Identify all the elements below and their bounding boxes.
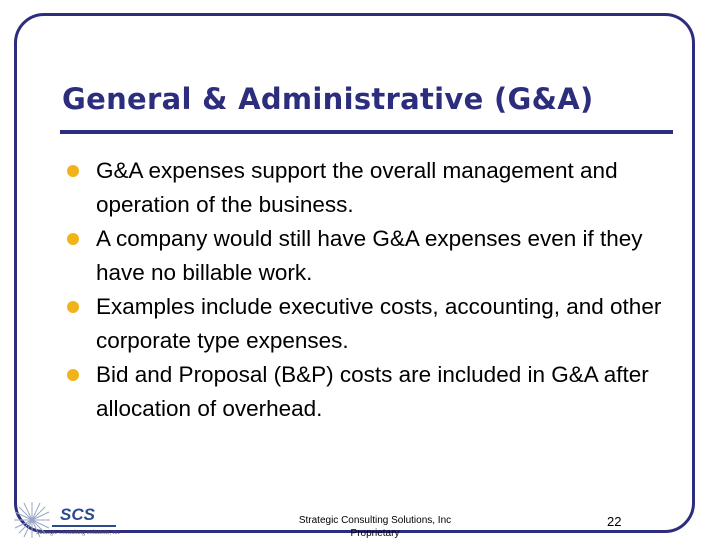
logo-abbr: SCS: [60, 505, 95, 524]
bullet-list: [60, 154, 680, 426]
bullet-item: [60, 290, 680, 358]
bullet-dot-icon: [67, 165, 79, 177]
logo-underline: [52, 525, 116, 527]
bullet-dot-icon: [67, 301, 79, 313]
bullet-text: A company would still have G&A expenses even if they have no billable work.: [96, 226, 643, 285]
bullet-item: [60, 154, 680, 222]
footer-text: Strategic Consulting Solutions, Inc Proprietary: [298, 515, 452, 539]
logo-company-name: Strategic Consulting Solutions, Inc: [36, 530, 120, 536]
slide-title: General & Administrative (G&A): [62, 82, 594, 116]
bullet-dot-icon: [67, 369, 79, 381]
bullet-item: [60, 358, 680, 426]
bullet-dot-icon: [67, 233, 79, 245]
page-number: 22: [607, 514, 622, 529]
bullet-text: Bid and Proposal (B&P) costs are included in G&A after allocation of overhead.: [96, 362, 649, 421]
company-logo: [2, 500, 122, 542]
bullet-item: [60, 222, 680, 290]
bullet-text: Examples include executive costs, accounting, and other corporate type expenses.: [96, 294, 662, 353]
title-divider: [60, 130, 673, 134]
bullet-text: G&A expenses support the overall management and operation of the business.: [96, 158, 618, 217]
